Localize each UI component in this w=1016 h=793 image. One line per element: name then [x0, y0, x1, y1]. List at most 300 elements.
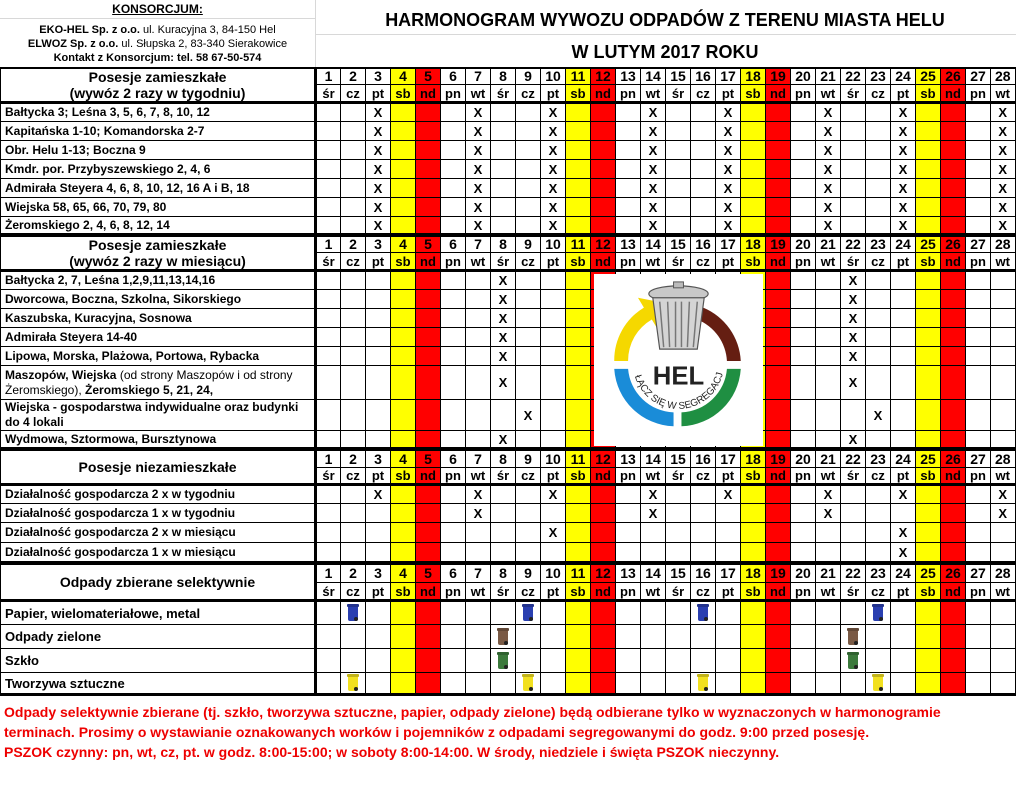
day-cell [616, 673, 641, 695]
day-cell [566, 179, 591, 198]
day-cell [891, 366, 916, 400]
day-cell [891, 673, 916, 695]
day-cell [466, 179, 491, 198]
day-cell [916, 141, 941, 160]
day-cell [441, 328, 466, 347]
day-cell [716, 103, 741, 122]
day-cell [366, 103, 391, 122]
day-cell [741, 160, 766, 179]
weekday: wt [466, 85, 491, 103]
day-cell [366, 217, 391, 235]
day-cell [341, 122, 366, 141]
pickup-mark: X [373, 123, 383, 139]
company-name: ELWOZ Sp. z o.o. [27, 38, 119, 50]
weekday: wt [641, 253, 666, 271]
day-cell [316, 103, 341, 122]
day-cell [541, 122, 566, 141]
row-label [1, 328, 316, 347]
day-number: 19 [766, 237, 791, 253]
day-number: 2 [341, 451, 366, 468]
day-cell [466, 271, 491, 290]
day-cell [916, 400, 941, 431]
day-number: 25 [916, 68, 941, 85]
pickup-mark: X [898, 525, 908, 540]
day-cell [666, 141, 691, 160]
day-number: 25 [916, 237, 941, 253]
day-cell [916, 347, 941, 366]
day-cell [566, 543, 591, 563]
day-cell [691, 543, 716, 563]
day-cell [491, 290, 516, 309]
day-number: 27 [966, 68, 991, 85]
day-number: 9 [516, 565, 541, 583]
weekday: cz [341, 85, 366, 103]
table-row [1, 122, 1016, 141]
day-cell [941, 271, 966, 290]
day-cell [916, 103, 941, 122]
day-cell [816, 122, 841, 141]
weekday: pt [366, 468, 391, 485]
table-row [1, 431, 1016, 449]
day-cell [991, 504, 1016, 523]
day-cell [416, 217, 441, 235]
day-cell [566, 485, 591, 504]
day-cell [741, 103, 766, 122]
day-cell [841, 400, 866, 431]
pickup-mark: X [898, 180, 908, 196]
day-number: 9 [516, 237, 541, 253]
day-number: 12 [591, 565, 616, 583]
day-number: 3 [366, 565, 391, 583]
pickup-mark: X [373, 180, 383, 196]
day-cell [941, 103, 966, 122]
day-cell [691, 217, 716, 235]
section-title [1, 68, 316, 103]
day-cell [866, 328, 891, 347]
day-cell [966, 366, 991, 400]
day-cell [866, 543, 891, 563]
day-cell [941, 625, 966, 649]
day-cell [541, 103, 566, 122]
row-label-text: Kmdr. por. Przybyszewskiego 2, 4, 6 [5, 161, 211, 176]
day-cell [566, 198, 591, 217]
day-cell [816, 485, 841, 504]
day-cell [566, 400, 591, 431]
day-cell [741, 543, 766, 563]
row-label-text: Lipowa, Morska, Plażowa, Portowa, Rybacka [5, 348, 260, 363]
pickup-mark: X [473, 217, 483, 233]
day-cell [491, 160, 516, 179]
day-cell [466, 328, 491, 347]
day-cell [791, 309, 816, 328]
day-cell [641, 217, 666, 235]
row-label [1, 309, 316, 328]
day-cell [341, 103, 366, 122]
weekday: nd [416, 583, 441, 601]
day-cell [316, 431, 341, 449]
day-cell [716, 485, 741, 504]
day-cell [516, 271, 541, 290]
day-cell [766, 366, 791, 400]
pickup-mark: X [823, 199, 833, 215]
day-cell [341, 271, 366, 290]
day-cell [916, 649, 941, 673]
weekday: śr [666, 583, 691, 601]
day-cell [766, 543, 791, 563]
row-label [1, 160, 316, 179]
day-number: 17 [716, 451, 741, 468]
bin-green_waste-icon [497, 628, 509, 646]
weekday: pn [791, 85, 816, 103]
day-cell [491, 400, 516, 431]
day-cell [866, 400, 891, 431]
day-cell [841, 366, 866, 400]
section-title-text: Posesje zamieszkałe [88, 237, 227, 253]
section-title [1, 237, 316, 271]
day-cell [466, 103, 491, 122]
weekday: pt [541, 583, 566, 601]
weekday: pt [716, 583, 741, 601]
day-number: 20 [791, 565, 816, 583]
pickup-mark: X [373, 199, 383, 215]
day-number: 6 [441, 68, 466, 85]
day-cell [416, 309, 441, 328]
pickup-mark: X [898, 199, 908, 215]
day-cell [666, 179, 691, 198]
day-cell [366, 141, 391, 160]
day-cell [341, 601, 366, 625]
pickup-mark: X [898, 123, 908, 139]
day-cell [891, 160, 916, 179]
day-number: 4 [391, 68, 416, 85]
weekday: pn [966, 85, 991, 103]
day-cell [441, 504, 466, 523]
bin-plastic-icon [347, 674, 359, 692]
day-cell [466, 122, 491, 141]
pickup-mark: X [473, 199, 483, 215]
header [0, 0, 1016, 67]
day-number: 21 [816, 68, 841, 85]
day-cell [541, 328, 566, 347]
day-cell [866, 485, 891, 504]
pickup-mark: X [473, 142, 483, 158]
day-number: 25 [916, 565, 941, 583]
day-cell [916, 328, 941, 347]
weekday: cz [691, 253, 716, 271]
weekday: cz [516, 253, 541, 271]
weekday: nd [766, 253, 791, 271]
day-cell [691, 179, 716, 198]
day-cell [341, 400, 366, 431]
day-cell [966, 504, 991, 523]
weekday: sb [391, 253, 416, 271]
day-cell [716, 523, 741, 543]
day-cell [741, 122, 766, 141]
weekday: śr [841, 85, 866, 103]
day-cell [441, 485, 466, 504]
weekday: śr [491, 85, 516, 103]
day-cell [766, 673, 791, 695]
day-cell [891, 290, 916, 309]
day-number: 9 [516, 451, 541, 468]
day-cell [516, 198, 541, 217]
day-cell [991, 601, 1016, 625]
day-cell [666, 122, 691, 141]
day-cell [341, 366, 366, 400]
day-cell [541, 504, 566, 523]
bin-paper-icon [347, 604, 359, 622]
day-cell [366, 625, 391, 649]
pickup-mark: X [473, 487, 483, 502]
day-cell [341, 290, 366, 309]
pickup-mark: X [823, 217, 833, 233]
day-cell [516, 217, 541, 235]
day-cell [891, 601, 916, 625]
day-cell [741, 141, 766, 160]
weekday: pn [791, 468, 816, 485]
day-cell [591, 601, 616, 625]
day-cell [741, 179, 766, 198]
day-cell [666, 198, 691, 217]
day-cell [416, 431, 441, 449]
day-cell [741, 198, 766, 217]
table-row [1, 328, 1016, 347]
row-label [1, 523, 316, 543]
row-label [1, 485, 316, 504]
day-cell [791, 649, 816, 673]
pickup-mark: X [648, 161, 658, 177]
bin-plastic-icon [872, 674, 884, 692]
bin-green_waste-icon [847, 628, 859, 646]
day-cell [316, 179, 341, 198]
pickup-mark: X [723, 199, 733, 215]
row-label-text: Działalność gospodarcza 2 x w miesiącu [5, 525, 236, 539]
pickup-mark: X [823, 505, 833, 521]
day-cell [641, 523, 666, 543]
day-cell [491, 141, 516, 160]
pickup-mark: X [473, 161, 483, 177]
pickup-mark: X [898, 161, 908, 177]
row-label-text: Kaszubska, Kuracyjna, Sosnowa [5, 310, 192, 325]
day-number: 5 [416, 68, 441, 85]
day-number: 11 [566, 68, 591, 85]
day-cell [866, 309, 891, 328]
pickup-mark: X [998, 199, 1008, 215]
day-cell [441, 122, 466, 141]
row-label [1, 179, 316, 198]
pickup-mark: X [473, 505, 483, 521]
day-number: 14 [641, 451, 666, 468]
day-cell [766, 141, 791, 160]
weekday: nd [941, 253, 966, 271]
day-cell [466, 673, 491, 695]
weekday: śr [316, 468, 341, 485]
pickup-mark: X [998, 105, 1008, 120]
day-cell [616, 141, 641, 160]
weekday: pt [366, 85, 391, 103]
day-cell [316, 673, 341, 695]
pickup-mark: X [548, 525, 558, 540]
day-cell [391, 309, 416, 328]
weekday: śr [666, 468, 691, 485]
day-cell [541, 271, 566, 290]
pickup-mark: X [723, 487, 733, 502]
day-cell [941, 217, 966, 235]
weekday: wt [641, 85, 666, 103]
table-row [1, 400, 1016, 431]
weekday: wt [816, 253, 841, 271]
weekday: wt [991, 468, 1016, 485]
weekday: cz [341, 583, 366, 601]
day-cell [916, 160, 941, 179]
day-cell [541, 309, 566, 328]
day-cell [891, 543, 916, 563]
pickup-mark: X [848, 431, 858, 447]
logo-ring-text: ŁĄCZ SIĘ W SEGREGACJ [631, 370, 726, 412]
day-cell [841, 290, 866, 309]
day-number: 13 [616, 565, 641, 583]
day-cell [566, 504, 591, 523]
pickup-mark: X [498, 273, 508, 288]
day-cell [791, 504, 816, 523]
day-number: 1 [316, 565, 341, 583]
day-cell [516, 366, 541, 400]
day-cell [841, 504, 866, 523]
pickup-mark: X [848, 348, 858, 364]
day-number: 4 [391, 565, 416, 583]
pickup-mark: X [648, 199, 658, 215]
day-cell [516, 290, 541, 309]
day-cell [316, 347, 341, 366]
row-label [1, 601, 316, 625]
bin-plastic-icon [522, 674, 534, 692]
day-number: 6 [441, 237, 466, 253]
weekday: pn [966, 583, 991, 601]
day-cell [391, 103, 416, 122]
schedule-tables [0, 67, 1016, 696]
pickup-mark: X [998, 487, 1008, 502]
table-row [1, 649, 1016, 673]
note-line: PSZOK czynny: pn, wt, cz, pt. w godz. 8:00-15:00; w soboty 8:00-14:00. W środy, niedziele i święta PSZOK nieczynny. [4, 744, 780, 760]
day-cell [691, 601, 716, 625]
day-cell [541, 179, 566, 198]
day-cell [816, 103, 841, 122]
day-number: 19 [766, 451, 791, 468]
day-number: 6 [441, 451, 466, 468]
day-cell [766, 198, 791, 217]
day-number: 24 [891, 68, 916, 85]
day-number: 21 [816, 451, 841, 468]
weekday: wt [816, 583, 841, 601]
day-cell [441, 347, 466, 366]
day-cell [441, 366, 466, 400]
pickup-mark: X [848, 329, 858, 345]
weekday: nd [941, 468, 966, 485]
day-cell [916, 179, 941, 198]
day-cell [916, 523, 941, 543]
pickup-mark: X [548, 199, 558, 215]
day-cell [441, 103, 466, 122]
day-number: 28 [991, 451, 1016, 468]
day-cell [891, 485, 916, 504]
table-row [1, 271, 1016, 290]
day-cell [566, 431, 591, 449]
day-cell [516, 673, 541, 695]
weekday: sb [916, 468, 941, 485]
day-cell [941, 523, 966, 543]
day-cell [766, 271, 791, 290]
table-row [1, 141, 1016, 160]
row-label [1, 198, 316, 217]
row-label-text: Tworzywa sztuczne [5, 675, 125, 691]
day-cell [491, 217, 516, 235]
day-cell [316, 523, 341, 543]
day-cell [541, 400, 566, 431]
day-cell [441, 649, 466, 673]
day-cell [891, 523, 916, 543]
bin-glass-icon [497, 652, 509, 670]
day-number: 7 [466, 565, 491, 583]
day-cell [441, 523, 466, 543]
day-cell [991, 309, 1016, 328]
pickup-mark: X [723, 180, 733, 196]
day-number: 3 [366, 68, 391, 85]
table-row [1, 485, 1016, 504]
day-cell [491, 309, 516, 328]
weekday: cz [866, 85, 891, 103]
day-cell [366, 431, 391, 449]
day-cell [316, 290, 341, 309]
day-cell [966, 141, 991, 160]
day-cell [641, 601, 666, 625]
day-cell [566, 141, 591, 160]
day-cell [841, 198, 866, 217]
day-cell [966, 198, 991, 217]
day-cell [791, 601, 816, 625]
weekday: pn [791, 253, 816, 271]
section-title-text: Posesje niezamieszkałe [78, 459, 237, 475]
day-number: 19 [766, 565, 791, 583]
weekday: śr [491, 253, 516, 271]
company-address: ul. Słupska 2, 83-340 Sierakowice [118, 38, 288, 50]
day-cell [491, 347, 516, 366]
pickup-mark: X [898, 487, 908, 502]
day-cell [891, 141, 916, 160]
pickup-mark: X [373, 487, 383, 502]
day-cell [816, 160, 841, 179]
day-cell [916, 431, 941, 449]
table-row [1, 309, 1016, 328]
weekday: sb [391, 468, 416, 485]
weekday: wt [816, 468, 841, 485]
day-cell [641, 673, 666, 695]
row-label [1, 141, 316, 160]
day-cell [766, 601, 791, 625]
row-label [1, 400, 316, 431]
pickup-mark: X [723, 142, 733, 158]
row-label [1, 543, 316, 563]
day-cell [916, 673, 941, 695]
pickup-mark: X [898, 105, 908, 120]
table-row [1, 366, 1016, 400]
day-number: 23 [866, 237, 891, 253]
day-cell [791, 328, 816, 347]
weekday: nd [416, 85, 441, 103]
day-number: 25 [916, 451, 941, 468]
day-number: 9 [516, 68, 541, 85]
day-cell [941, 347, 966, 366]
day-number: 3 [366, 237, 391, 253]
